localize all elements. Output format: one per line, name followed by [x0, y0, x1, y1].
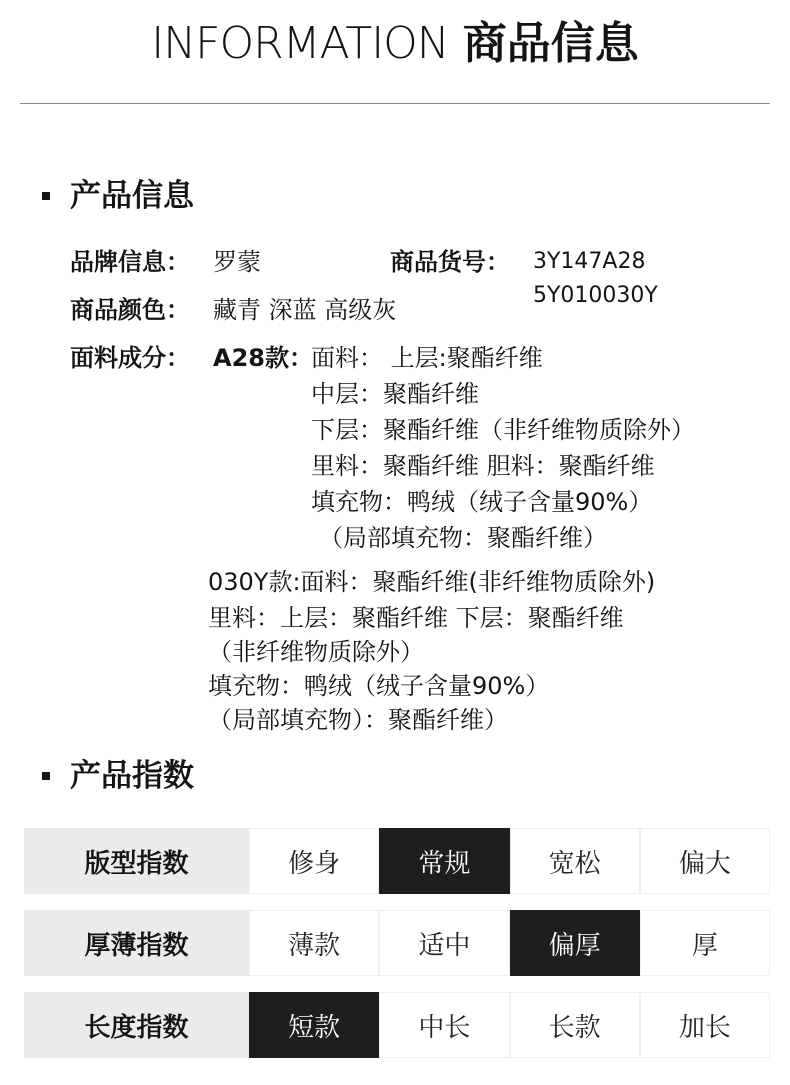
fabric-030y-line: 填充物：鸭绒（绒子含量90%） — [208, 672, 550, 700]
color-label: 商品颜色： — [70, 296, 190, 324]
index-label: 厚薄指数 — [24, 910, 249, 976]
fabric-label: 面料成分： — [70, 344, 190, 372]
index-option-selected: 短款 — [249, 992, 379, 1058]
index-option: 中长 — [379, 992, 509, 1058]
fabric-030y-line: 030Y款:面料：聚酯纤维(非纤维物质除外) — [208, 568, 656, 596]
index-option: 适中 — [379, 910, 509, 976]
section-bullet-icon — [42, 192, 50, 200]
product-info-heading: 产品信息 — [70, 178, 194, 214]
length-index-row — [24, 992, 770, 1058]
color-value: 藏青 深蓝 高级灰 — [213, 296, 397, 324]
sku-label: 商品货号： — [390, 248, 510, 276]
brand-label: 品牌信息： — [70, 248, 190, 276]
fit-index-row — [24, 828, 770, 894]
index-label: 版型指数 — [24, 828, 249, 894]
sku-value-2: 5Y010030Y — [533, 283, 658, 308]
index-option: 厚 — [640, 910, 770, 976]
fabric-030y-line: （非纤维物质除外） — [208, 638, 424, 666]
fabric-a28-line: 里料：聚酯纤维 胆料：聚酯纤维 — [311, 452, 655, 480]
fabric-a28-line: 中层：聚酯纤维 — [311, 380, 479, 408]
page-title-english: INFORMATION — [151, 18, 449, 69]
fabric-a28-prefix: A28款： — [213, 344, 313, 372]
header-divider — [20, 103, 770, 104]
fabric-030y-line: 里料：上层：聚酯纤维 下层：聚酯纤维 — [208, 604, 624, 632]
section-bullet-icon — [42, 772, 50, 780]
product-index-heading: 产品指数 — [70, 758, 194, 794]
fabric-030y-line: （局部填充物）：聚酯纤维） — [208, 706, 508, 734]
fabric-a28-line: 填充物：鸭绒（绒子含量90%） — [311, 488, 653, 516]
fabric-a28-line: （局部填充物：聚酯纤维） — [319, 524, 607, 552]
page-title — [0, 14, 790, 74]
index-option: 修身 — [249, 828, 379, 894]
index-label: 长度指数 — [24, 992, 249, 1058]
index-option: 薄款 — [249, 910, 379, 976]
index-option-selected: 偏厚 — [510, 910, 640, 976]
page-title-chinese: 商品信息 — [462, 18, 639, 69]
index-option: 宽松 — [510, 828, 640, 894]
fabric-a28-line: 面料： 上层:聚酯纤维 — [311, 344, 543, 372]
index-option-selected: 常规 — [379, 828, 509, 894]
thickness-index-row — [24, 910, 770, 976]
brand-value: 罗蒙 — [213, 248, 261, 276]
fabric-a28-line: 下层：聚酯纤维（非纤维物质除外） — [311, 416, 695, 444]
sku-value-1: 3Y147A28 — [533, 249, 646, 274]
index-option: 加长 — [640, 992, 770, 1058]
index-option: 长款 — [510, 992, 640, 1058]
index-option: 偏大 — [640, 828, 770, 894]
